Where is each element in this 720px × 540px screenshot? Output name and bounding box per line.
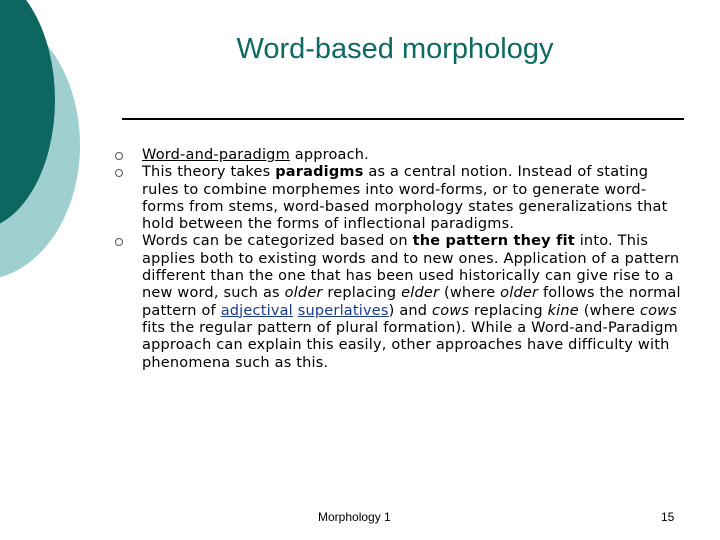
bullet-text: fits the regular pattern of plural formation). While a Word-and-Paradigm approach can explain this easily, other approaches have difficulty with phenomena such as this. — [142, 319, 678, 371]
italic-word: kine — [547, 302, 579, 319]
bullet-item — [115, 233, 683, 371]
bullet-text: approach. — [289, 147, 369, 163]
bullet-item — [115, 147, 683, 164]
bullet-text: (where — [439, 285, 501, 302]
bullet-text: into. This applies both to existing words and to new ones. Application of a pattern different than the one that has been used historically can give rise to a new word, such as — [142, 233, 680, 302]
bullet-text: follows the normal pattern of — [142, 285, 681, 319]
hollow-circle-bullet-icon — [115, 152, 123, 160]
hollow-circle-bullet-icon — [115, 169, 123, 177]
bold-term: the pattern they fit — [412, 233, 575, 250]
slide-title: Word-based morphology — [236, 33, 554, 65]
bullet-text: replacing — [322, 285, 402, 302]
bold-term: paradigms — [275, 164, 364, 181]
italic-word: elder — [401, 285, 440, 302]
title-divider — [122, 118, 684, 120]
bullet-text: (where — [578, 302, 640, 319]
bullet-text: as a central notion. Instead of stating rules to combine morphemes into word-forms, or to generate word-forms from stems, word-based morphology states generalizations that hold between the forms of inflectional paradigms. — [142, 164, 668, 233]
footer-text: Morphology 1 — [318, 510, 391, 524]
hollow-circle-bullet-icon — [115, 238, 123, 246]
bullet-text: ) and — [388, 302, 433, 319]
italic-word: older — [284, 285, 323, 302]
link-superlatives[interactable]: superlatives — [297, 302, 389, 319]
bullet-text: replacing — [469, 302, 548, 319]
bullet-text: Words can be categorized based on — [142, 233, 413, 250]
italic-word: cows — [639, 302, 677, 319]
bullet-text: This theory takes — [142, 164, 276, 181]
italic-word: cows — [432, 302, 470, 319]
italic-word: older — [500, 285, 539, 302]
bullet-item — [115, 164, 683, 233]
bullet-list — [115, 147, 683, 372]
link-adjectival[interactable]: adjectival — [220, 302, 293, 319]
page-number: 15 — [661, 510, 675, 524]
term-word-and-paradigm: Word-and-paradigm — [142, 147, 290, 163]
